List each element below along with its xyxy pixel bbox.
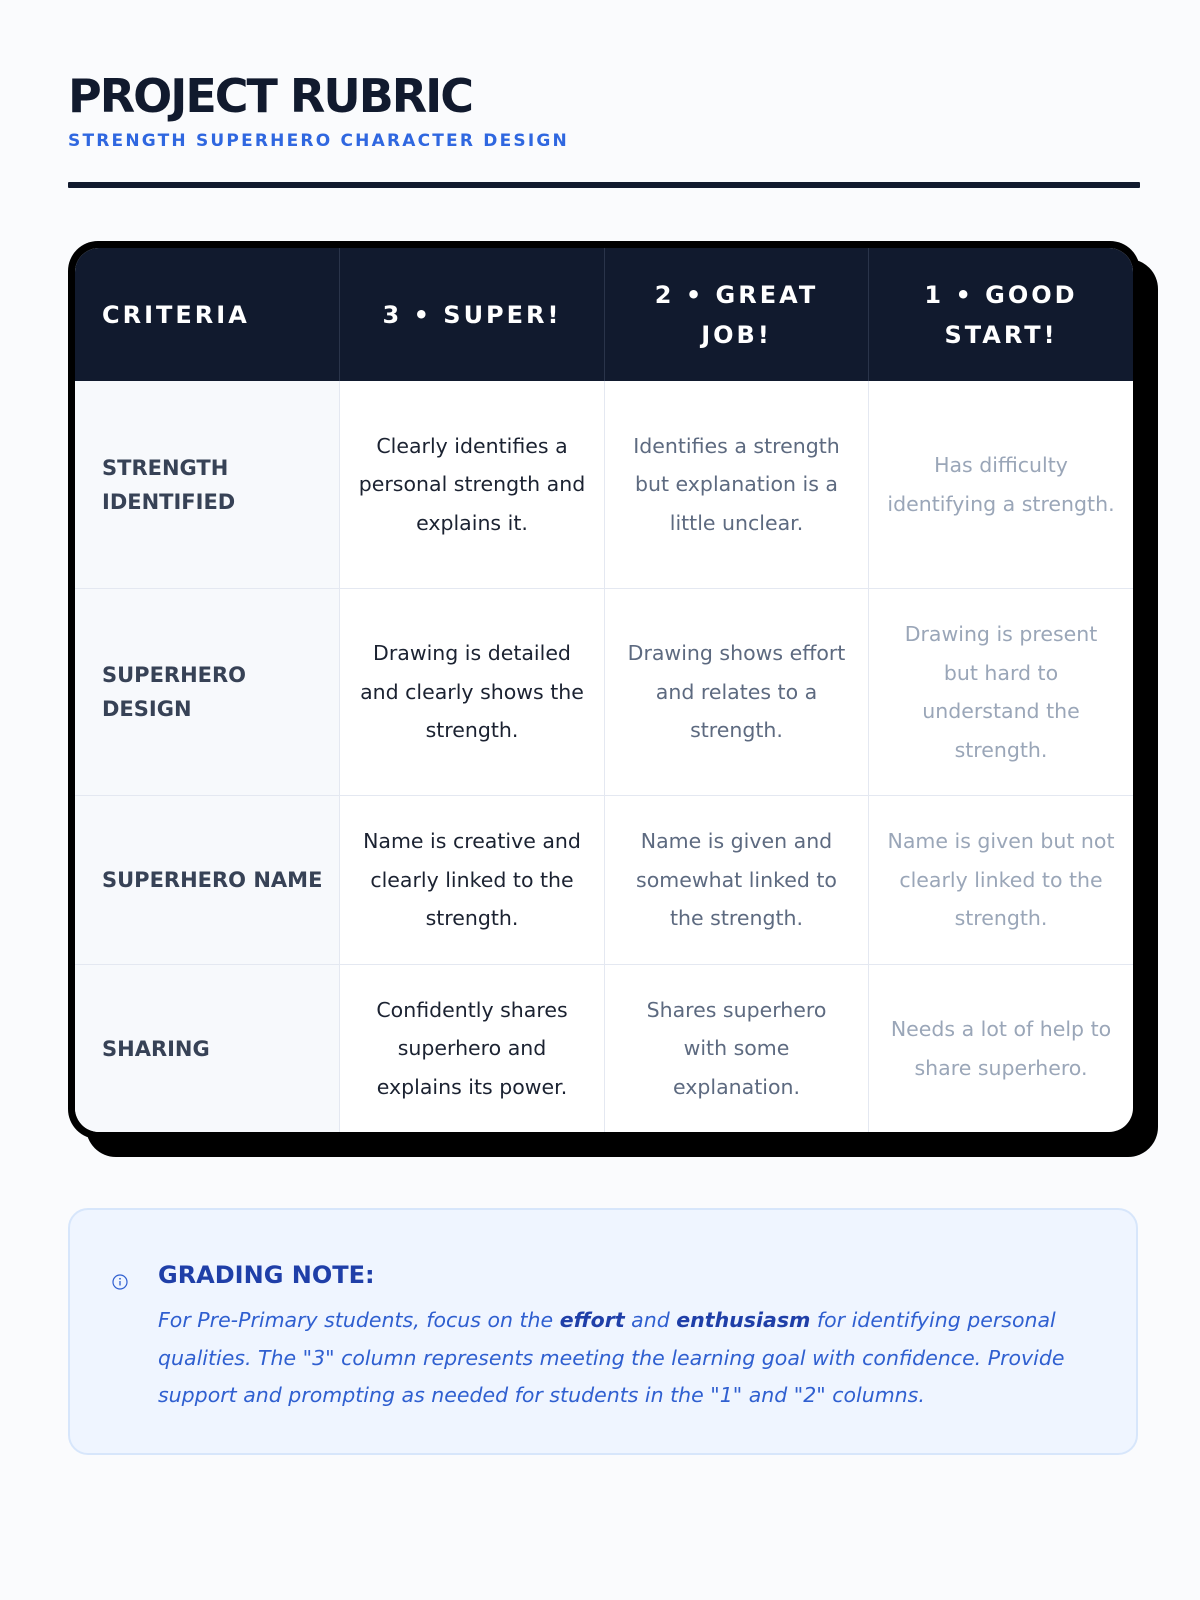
column-header-level-2: 2 • GREAT JOB! <box>605 248 869 381</box>
level-2-descriptor: Name is given and somewhat linked to the strength. <box>605 796 869 964</box>
level-1-descriptor: Has difficulty identifying a strength. <box>887 453 1115 516</box>
info-icon <box>112 1274 128 1290</box>
note-emphasis-effort: effort <box>559 1308 625 1332</box>
level-2-descriptor: Drawing shows effort and relates to a strength. <box>605 589 869 795</box>
level-1-descriptor: Name is given but not clearly linked to the strength. <box>887 829 1115 931</box>
level-3-descriptor: Name is creative and clearly linked to the strength. <box>340 796 605 964</box>
level-1-descriptor: Drawing is present but hard to understand the strength. <box>904 622 1098 762</box>
note-title: GRADING NOTE: <box>158 1261 375 1289</box>
column-header-level-3: 3 • SUPER! <box>340 248 605 381</box>
table-header-row <box>75 248 1133 381</box>
table-row <box>75 381 1133 588</box>
level-2-descriptor: Identifies a strength but explanation is a little unclear. <box>605 381 869 588</box>
grading-note <box>68 1208 1138 1455</box>
table-row <box>75 588 1133 795</box>
table-body <box>75 248 1133 1132</box>
criterion-label: STRENGTH IDENTIFIED <box>75 381 340 588</box>
level-3-descriptor: Confidently shares superhero and explains its power. <box>340 965 605 1132</box>
criterion-label: SUPERHERO NAME <box>75 796 340 964</box>
note-text-part: and <box>624 1308 677 1332</box>
column-header-level-1: 1 • GOOD START! <box>924 280 1078 349</box>
table-row <box>75 964 1133 1132</box>
note-text-part: For Pre-Primary students, focus on the <box>158 1308 560 1332</box>
level-3-descriptor: Clearly identifies a personal strength and explains it. <box>340 381 605 588</box>
title-divider <box>68 182 1140 188</box>
rubric-table <box>68 241 1140 1139</box>
page-subtitle: STRENGTH SUPERHERO CHARACTER DESIGN <box>68 131 569 151</box>
criterion-label: SHARING <box>75 965 340 1132</box>
page-title: PROJECT RUBRIC <box>68 69 473 123</box>
note-text <box>158 1302 1093 1415</box>
note-text-part: for identifying personal qualities. The "3" column represents meeting the learning goal with confidence. Provide support and prompting as needed for students in the "1" and "2" columns. <box>158 1308 1065 1407</box>
level-3-descriptor: Drawing is detailed and clearly shows the strength. <box>340 589 605 795</box>
level-1-descriptor: Needs a lot of help to share superhero. <box>890 1017 1112 1080</box>
note-emphasis-enthusiasm: enthusiasm <box>676 1308 811 1332</box>
table-row <box>75 795 1133 964</box>
column-header-criteria: CRITERIA <box>75 248 340 381</box>
rubric-header <box>68 68 1140 188</box>
criterion-label: SUPERHERO DESIGN <box>75 589 340 795</box>
level-2-descriptor: Shares superhero with some explanation. <box>605 965 869 1132</box>
